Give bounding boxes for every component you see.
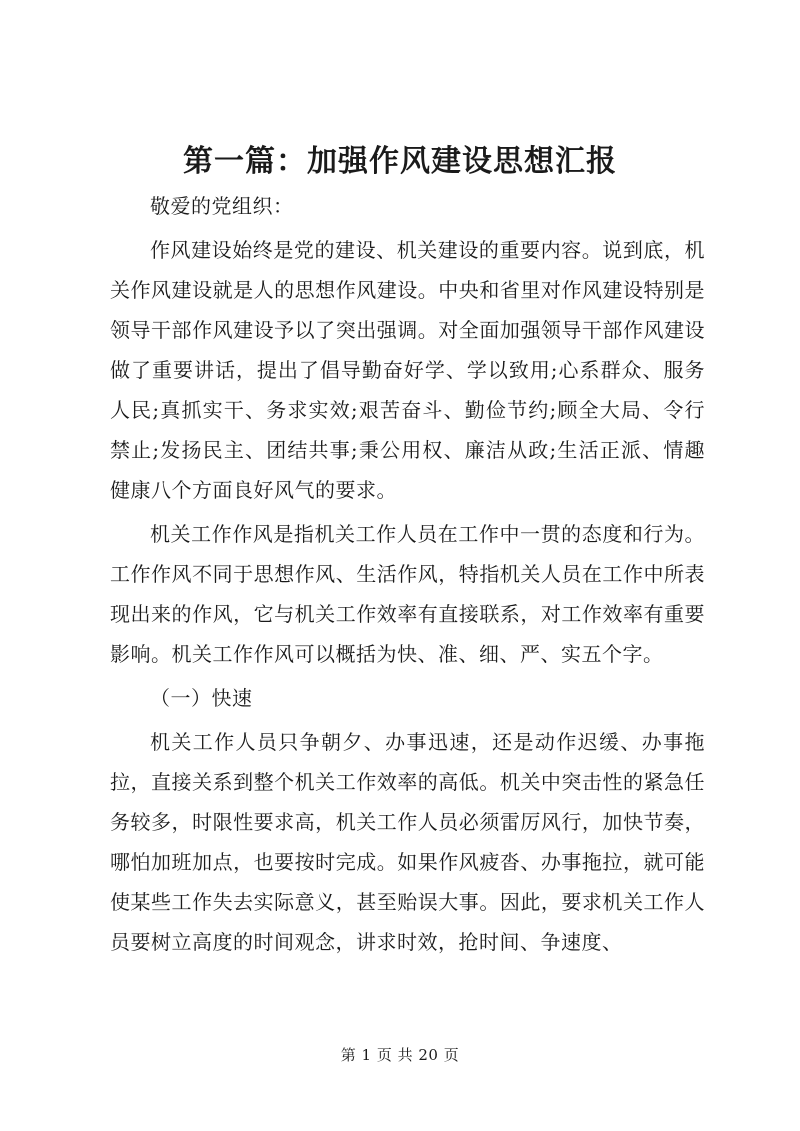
greeting-line: 敬爱的党组织：	[150, 194, 294, 218]
page-footer: 第 1 页 共 20 页	[340, 1046, 460, 1064]
document-title: 第一篇：加强作风建设思想汇报	[183, 144, 617, 179]
paragraph-2: 机关工作作风是指机关工作人员在工作中一贯的态度和行为。工作作风不同于思想作风、生活作风，特指机关人员在工作中所表现出来的作风，它与机关工作效率有直接联系，对工作效率有重要影响。机关工作作风可以概括为快、准、细、严、实五个字。	[110, 522, 705, 666]
paragraph-1: 作风建设始终是党的建设、机关建设的重要内容。说到底，机关作风建设就是人的思想作风建设。中央和省里对作风建设特别是领导干部作风建设予以了突出强调。对全面加强领导干部作风建设做了重要讲话，提出了倡导勤奋好学、学以致用;心系群众、服务人民;真抓实干、务求实效;艰苦奋斗、勤俭节约;顾全大局、令行禁止;发扬民主、团结共事;秉公用权、廉洁从政;生活正派、情趣健康八个方面良好风气的要求。	[110, 238, 705, 502]
document-body	[110, 186, 705, 966]
section-heading: （一）快速	[150, 686, 253, 710]
section-paragraph: 机关工作人员只争朝夕、办事迅速，还是动作迟缓、办事拖拉，直接关系到整个机关工作效率的高低。机关中突击性的紧急任务较多，时限性要求高，机关工作人员必须雷厉风行，加快节奏，哪怕加班加点，也要按时完成。如果作风疲沓、办事拖拉，就可能使某些工作失去实际意义，甚至贻误大事。因此，要求机关工作人员要树立高度的时间观念，讲求时效，抢时间、争速度、	[110, 730, 705, 954]
